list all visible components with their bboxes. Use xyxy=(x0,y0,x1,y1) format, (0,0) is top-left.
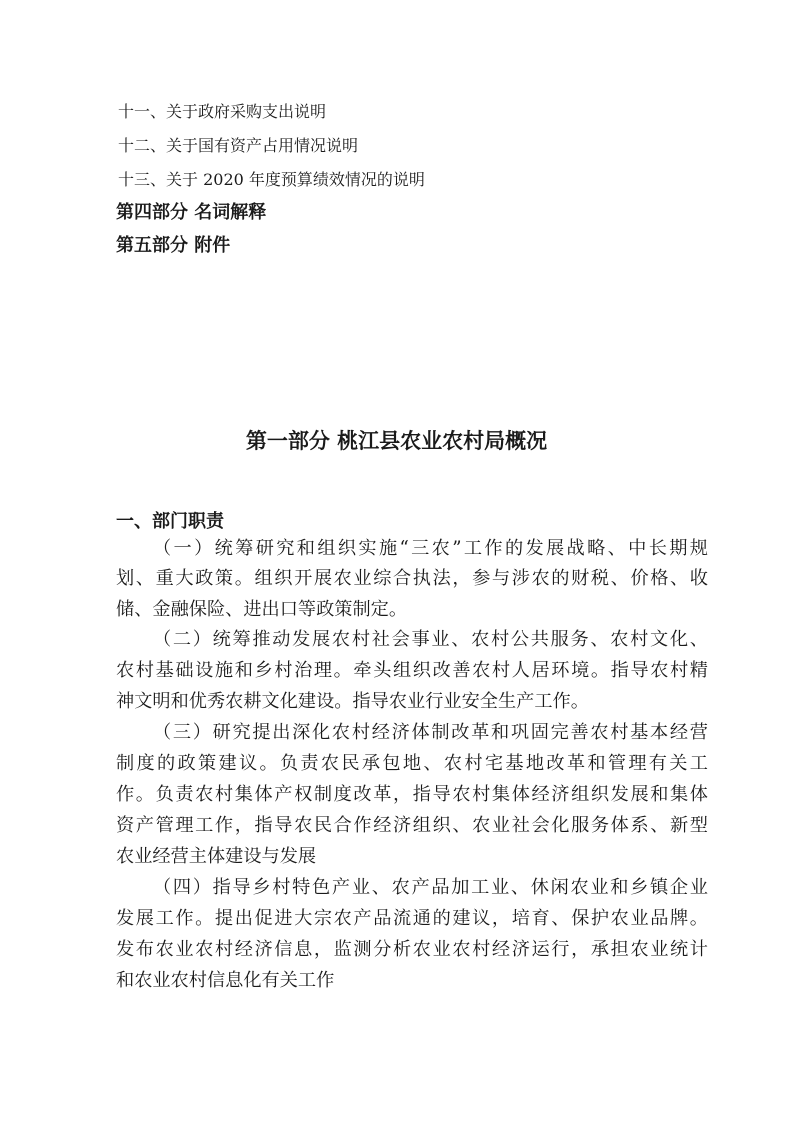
paragraph-line: 作。负责农村集体产权制度改革，指导农村集体经济组织发展和集体 xyxy=(116,784,708,805)
paragraph-line: （四）指导乡村特色产业、农产品加工业、休闲农业和乡镇企业 xyxy=(153,877,708,898)
paragraph-line: 和农业农村信息化有关工作 xyxy=(116,970,335,991)
paragraph-line: 资产管理工作，指导农民合作经济组织、农业社会化服务体系、新型 xyxy=(116,815,708,836)
paragraph-line: 制度的政策建议。负责农民承包地、农村宅基地改革和管理有关工 xyxy=(116,753,708,774)
toc-part: 第五部分 附件 xyxy=(116,235,231,256)
paragraph-line: 农村基础设施和乡村治理。牵头组织改善农村人居环境。指导农村精 xyxy=(116,660,708,681)
paragraph-line: 农业经营主体建设与发展 xyxy=(116,846,317,867)
toc-item: 十二、关于国有资产占用情况说明 xyxy=(118,136,359,155)
paragraph-line: 神文明和优秀农耕文化建设。指导农业行业安全生产工作。 xyxy=(116,691,589,712)
paragraph-line: 发布农业农村经济信息，监测分析农业农村经济运行，承担农业统计 xyxy=(116,939,708,960)
toc-item: 十三、关于 2020 年度预算绩效情况的说明 xyxy=(118,170,425,189)
paragraph-line: （三）研究提出深化农村经济体制改革和巩固完善农村基本经营 xyxy=(153,722,708,743)
toc-part: 第四部分 名词解释 xyxy=(116,202,267,223)
paragraph-line: （一）统筹研究和组织实施“三农”工作的发展战略、中长期规 xyxy=(153,538,708,559)
paragraph-line: （二）统筹推动发展农村社会事业、农村公共服务、农村文化、 xyxy=(153,629,708,650)
paragraph-line: 储、金融保险、进出口等政策制定。 xyxy=(116,599,408,620)
section-title: 第一部分 桃江县农业农村局概况 xyxy=(245,429,548,453)
paragraph-line: 发展工作。提出促进大宗农产品流通的建议，培育、保护农业品牌。 xyxy=(116,908,708,929)
paragraph-line: 划、重大政策。组织开展农业综合执法，参与涉农的财税、价格、收 xyxy=(116,568,708,589)
section-heading: 一、部门职责 xyxy=(116,511,224,532)
toc-item: 十一、关于政府采购支出说明 xyxy=(118,102,327,121)
